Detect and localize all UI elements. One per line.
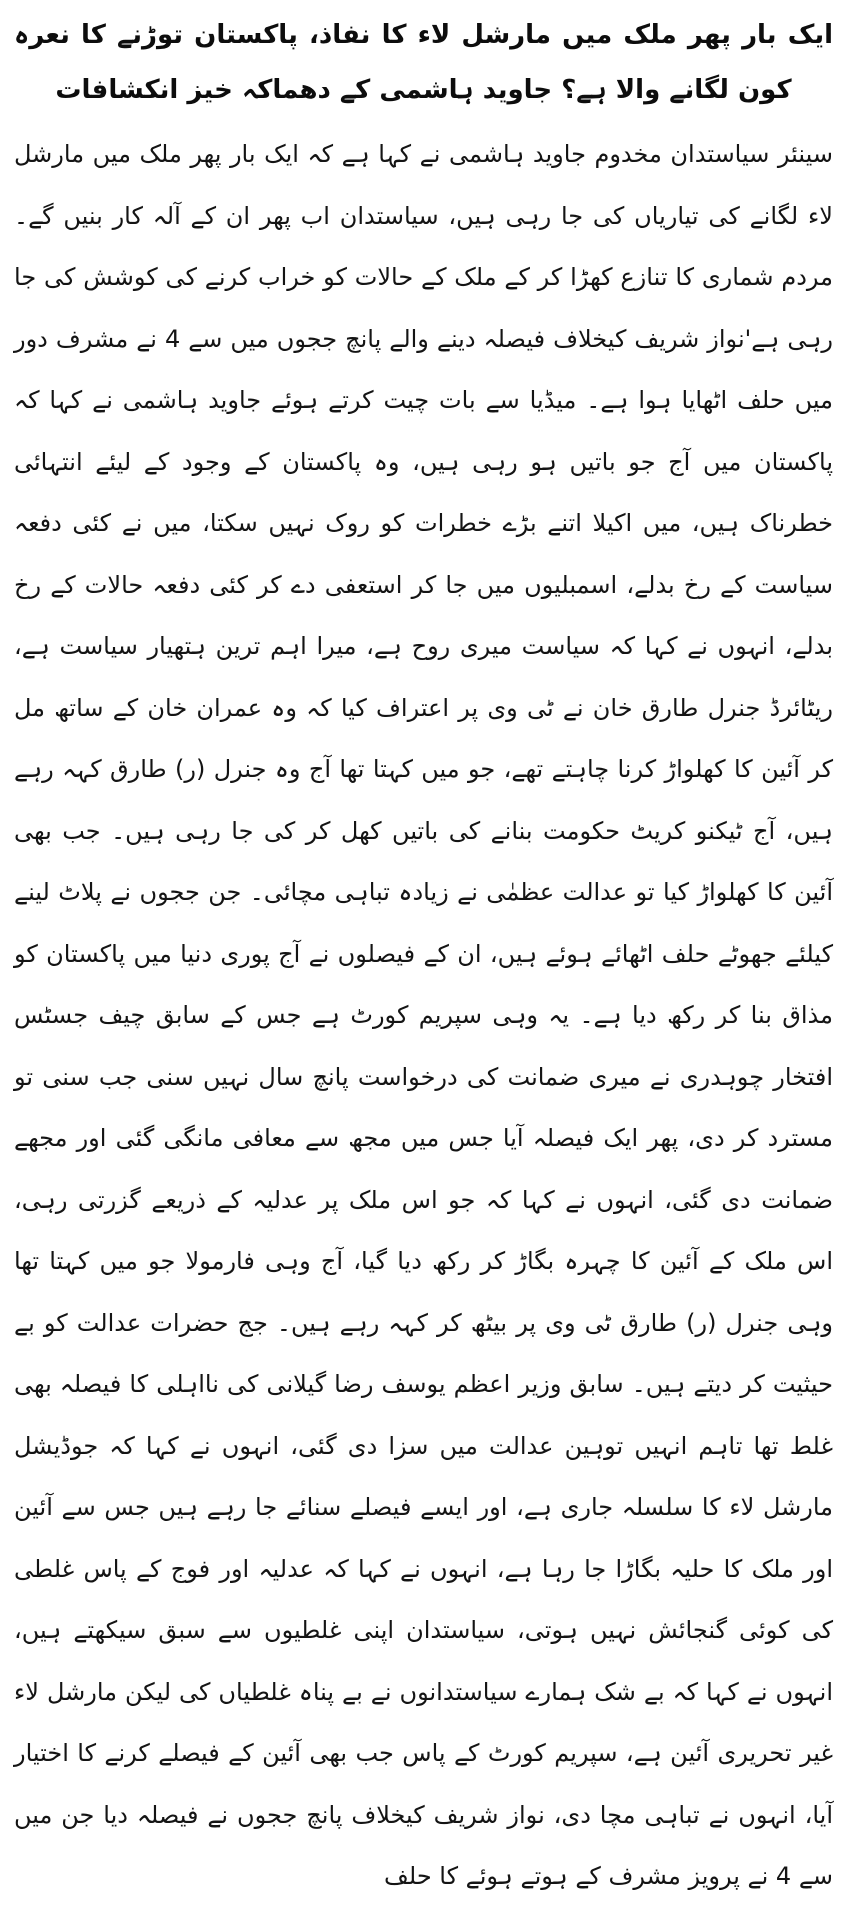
article-body: سینئر سیاستدان مخدوم جاوید ہاشمی نے کہا ہے کہ ایک بار پھر ملک میں مارشل لاء لگانے کی تیاریاں کی جا رہی ہیں، سیاستدان اب پھر ان کے آلہ کار بنیں گے۔ مردم شماری کا تنازع کھڑا کر کے ملک کے حالات کو خراب کرنے کی کوشش کی جا رہی ہے'نواز شریف کیخلاف فیصلہ دینے والے پانچ ججوں میں سے 4 نے مشرف دور میں حلف اٹھایا ہوا ہے۔ میڈیا سے بات چیت کرتے ہوئے جاوید ہاشمی نے کہا کہ پاکستان میں آج جو باتیں ہو رہی ہیں، وہ پاکستان کے وجود کے لیئے انتہائی خطرناک ہیں، میں اکیلا اتنے بڑے خطرات کو روک نہیں سکتا، میں نے کئی دفعہ سیاست کے رخ بدلے، اسمبلیوں میں جا کر استعفی دے کر کئی دفعہ حالات کے رخ بدلے، انہوں نے کہا کہ سیاست میری روح ہے، میرا اہم ترین ہتھیار سیاست ہے، ریٹائرڈ جنرل طارق خان نے ٹی وی پر اعتراف کیا کہ وہ عمران خان کے ساتھ مل کر آئین کا کھلواڑ کرنا چاہتے تھے، جو میں کہتا تھا آج وہ جنرل (ر) طارق کہہ رہے ہیں، آج ٹیکنو کریٹ حکومت بنانے کی باتیں کھل کر کی جا رہی ہیں۔ جب بھی آئین کا کھلواڑ کیا تو عدالت عظمٰی نے زیادہ تباہی مچائی۔ جن ججوں نے پلاٹ لینے کیلئے جھوٹے حلف اٹھائے ہوئے ہیں، ان کے فیصلوں نے آج پوری دنیا میں پاکستان کو مذاق بنا کر رکھ دیا ہے۔ یہ وہی سپریم کورٹ ہے جس کے سابق چیف جسٹس افتخار چوہدری نے میری ضمانت کی درخواست پانچ سال نہیں سنی جب سنی تو مسترد کر دی، پھر ایک فیصلہ آیا جس میں مجھ سے معافی مانگی گئی اور مجھے ضمانت دی گئی، انہوں نے کہا کہ جو اس ملک پر عدلیہ کے ذریعے گزرتی رہی، اس ملک کے آئین کا چہرہ بگاڑ کر رکھ دیا گیا، آج وہی فارمولا جو میں کہتا تھا وہی جنرل (ر) طارق ٹی وی پر بیٹھ کر کہہ رہے ہیں۔ جج حضرات عدالت کو بے حیثیت کر دیتے ہیں۔ سابق وزیر اعظم یوسف رضا گیلانی کی نااہلی کا فیصلہ بھی غلط تھا تاہم انہیں توہین عدالت میں سزا دی گئی، انہوں نے کہا کہ جوڈیشل مارشل لاء کا سلسلہ جاری ہے، اور ایسے فیصلے سنائے جا رہے ہیں جس سے آئین اور ملک کا حلیہ بگاڑا جا رہا ہے، انہوں نے کہا کہ عدلیہ اور فوج کے پاس غلطی کی کوئی گنجائش نہیں ہوتی، سیاستدان اپنی غلطیوں سے سبق سیکھتے ہیں، انہوں نے کہا کہ بے شک ہمارے سیاستدانوں نے بے پناہ غلطیاں کی لیکن مارشل لاء غیر تحریری آئین ہے، سپریم کورٹ کے پاس جب بھی آئین کے فیصلے کرنے کا اختیار آیا، انہوں نے تباہی مچا دی، نواز شریف کیخلاف پانچ ججوں نے فیصلہ دیا جن میں سے 4 نے پرویز مشرف کے ہوتے ہوئے کا حلف (14, 140, 833, 1890)
article-headline: ایک بار پھر ملک میں مارشل لاء کا نفاذ، پاکستان توڑنے کا نعرہ کون لگانے والا ہے؟ جاوید ہاشمی کے دھماکہ خیز انکشافات (14, 20, 833, 105)
